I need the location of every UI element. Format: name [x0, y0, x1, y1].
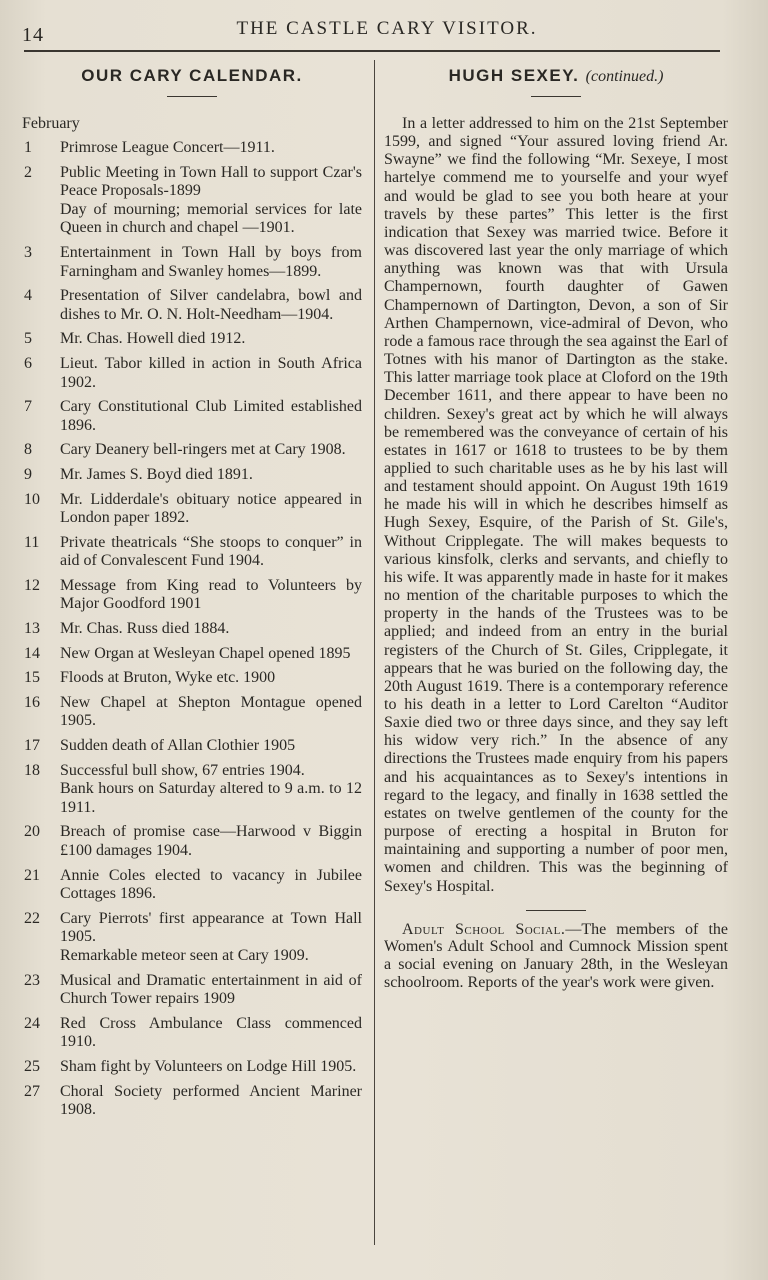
calendar-day: 15 — [24, 669, 40, 687]
calendar-event-line: Presentation of Silver candelabra, bowl and dishes to Mr. O. N. Holt-Needham—1904. — [60, 287, 362, 323]
calendar-event — [60, 491, 362, 528]
calendar-entry — [22, 972, 362, 1009]
calendar-day: 3 — [24, 243, 32, 261]
calendar-event — [60, 1015, 362, 1052]
calendar-entry — [22, 287, 362, 324]
calendar-entry — [22, 466, 362, 485]
calendar-entry — [22, 737, 362, 756]
calendar-event-line: Sham fight by Volunteers on Lodge Hill 1905. — [60, 1057, 357, 1075]
calendar-event-line: Red Cross Ambulance Class commenced 1910. — [60, 1014, 362, 1051]
calendar-day: 2 — [24, 163, 32, 181]
calendar-event-line: Day of mourning; memorial services for late Queen in church and chapel —1901. — [60, 200, 362, 237]
calendar-event — [60, 139, 362, 158]
calendar-event — [60, 620, 362, 639]
calendar-day: 8 — [24, 441, 32, 459]
calendar-event — [60, 287, 362, 324]
calendar-event — [60, 441, 362, 460]
calendar-day: 11 — [24, 533, 40, 551]
note-rule — [526, 910, 586, 911]
calendar-day: 27 — [24, 1082, 40, 1100]
calendar-entry — [22, 355, 362, 392]
calendar-event-line: Public Meeting in Town Hall to support Czar's Peace Proposals-1899 — [60, 163, 362, 200]
calendar-event — [60, 244, 362, 281]
calendar-event-line: New Organ at Wesleyan Chapel opened 1895 — [60, 644, 351, 662]
calendar-event-line: Sudden death of Allan Clothier 1905 — [60, 737, 296, 755]
calendar-event — [60, 694, 362, 731]
calendar-event-line: Bank hours on Saturday altered to 9 a.m. to 12 1911. — [60, 780, 362, 816]
calendar-event-line: Primrose League Concert—1911. — [60, 139, 275, 156]
article-body: In a letter addressed to him on the 21st September 1599, and signed “Your assured loving friend Ar. Swayne” we find the following “Mr. Sexeye, I most hartelye commend me to yourselfe and your wyef and would be glad to see you both heare at your travels by these partes” This letter is the first indication that Sexey was married twice. Before it was discovered last year the only marriage of which anything was known was that with Ursula Champernown, fourth daughter of Gawen Champernown of Dartington, Devon, a son of Sir Arthen Champernown, vice-admiral of Devon, who rode a famous race through the sea against the Earl of Totnes with his manor of Dartington as the stake. This latter marriage took place at Cloford on the 19th December 1611, and there appear to have been no children. Sexey's great act by which he will always be remembered was the conveyance of certain of his estates in 1617 or 1618 to trustees to be by them applied to such charitable uses as he by his last will and testament should appoint. On August 19th 1619 he made his will in which he describes himself as Hugh Sexey, Esquire, of the Parish of St. Gile's, Without Cripplegate. The will makes bequests to various kinsfolk, clerks and servants, and chiefly to his wife. It was apparently made in haste for it makes no mention of the charitable purposes to which the property in the hands of the Trustees was to be applied; and indeed from an entry in the burial registers of the Church of St. Giles, Cripplegate, it appears that he was buried on the following day, the 20th August 1619. There is a contemporary reference to his death in a letter to Lord Carelton “Auditor Saxie died two or three days since, and they say left his widow very rich.” In the absence of any directions the Trustees made enquiry from his papers and his acquaintances as to Sexey's intentions in regard to the legacy, and finally in 1638 settled the estates on twelve gentlemen of the county for the purpose of erecting a hospital in Bruton for maintaining and supporting a number of poor men, women and children. This was the beginning of Sexey's Hospital. — [384, 115, 728, 895]
calendar-event — [60, 466, 362, 485]
calendar-month: February — [22, 115, 80, 132]
calendar-entry — [22, 620, 362, 639]
calendar-event-line: Private theatricals “She stoops to conquer” in aid of Convalescent Fund 1904. — [60, 533, 362, 570]
calendar-event-line: Mr. Lidderdale's obituary notice appeared in London paper 1892. — [60, 490, 362, 527]
calendar-entry — [22, 244, 362, 281]
calendar-event-line: Floods at Bruton, Wyke etc. 1900 — [60, 669, 276, 687]
calendar-event — [60, 737, 362, 756]
calendar-event — [60, 1058, 362, 1077]
calendar-day: 16 — [24, 693, 40, 711]
calendar-event-line: Cary Constitutional Club Limited established 1896. — [60, 398, 362, 434]
calendar-day: 23 — [24, 971, 40, 989]
calendar-event — [60, 398, 362, 435]
calendar-day: 20 — [24, 823, 40, 841]
calendar-event — [60, 762, 362, 818]
calendar-day: 6 — [24, 354, 32, 372]
note-body: —The members of the Women's Adult School and Cumnock Mission spent a social evening on January 28th, in the Wesleyan schoolroom. Reports of the year's work were given. — [384, 920, 728, 991]
calendar-day: 13 — [24, 620, 40, 638]
calendar-list — [22, 139, 362, 1120]
calendar-event — [60, 669, 362, 688]
calendar-event — [60, 577, 362, 614]
calendar-event — [60, 823, 362, 860]
calendar-day: 14 — [24, 644, 40, 662]
calendar-event-line: New Chapel at Shepton Montague opened 1905. — [60, 693, 362, 730]
calendar-event-line: Musical and Dramatic entertainment in aid of Church Tower repairs 1909 — [60, 971, 362, 1008]
calendar-heading: OUR CARY CALENDAR. — [81, 66, 303, 85]
calendar-event — [60, 534, 362, 571]
calendar-event-line: Mr. Chas. Russ died 1884. — [60, 620, 230, 638]
calendar-event-line: Successful bull show, 67 entries 1904. — [60, 761, 305, 779]
calendar-entry — [22, 694, 362, 731]
running-title: THE CASTLE CARY VISITOR. — [236, 18, 538, 39]
calendar-entry — [22, 1015, 362, 1052]
calendar-day: 12 — [24, 576, 40, 594]
calendar-event-line: Breach of promise case—Harwood v Biggin £100 damages 1904. — [60, 823, 362, 859]
calendar-day: 9 — [24, 465, 32, 483]
calendar-event — [60, 1083, 362, 1120]
header-rule — [24, 50, 720, 52]
calendar-event — [60, 645, 362, 664]
calendar-day: 17 — [24, 737, 40, 755]
calendar-event-line: Cary Pierrots' first appearance at Town Hall 1905. — [60, 909, 362, 946]
calendar-day: 10 — [24, 490, 40, 508]
calendar-day: 21 — [24, 866, 40, 884]
calendar-event-line: Message from King read to Volunteers by Major Goodford 1901 — [60, 576, 362, 613]
calendar-event — [60, 867, 362, 904]
article-column — [384, 64, 728, 991]
calendar-entry — [22, 823, 362, 860]
calendar-entry — [22, 139, 362, 158]
calendar-event-line: Cary Deanery bell-ringers met at Cary 1908. — [60, 441, 346, 459]
calendar-column — [22, 64, 362, 1126]
calendar-day: 25 — [24, 1057, 40, 1075]
article-title: HUGH SEXEY. — [448, 66, 580, 85]
article-title-suffix: (continued.) — [585, 68, 664, 85]
calendar-entry — [22, 1058, 362, 1077]
calendar-event-line: Annie Coles elected to vacancy in Jubilee Cottages 1896. — [60, 866, 362, 903]
calendar-day: 1 — [24, 139, 32, 156]
calendar-event — [60, 910, 362, 966]
note-lead: Adult School Social. — [402, 920, 566, 938]
calendar-event-line: Entertainment in Town Hall by boys from Farningham and Swanley homes—1899. — [60, 243, 362, 280]
calendar-entry — [22, 762, 362, 818]
calendar-day: 24 — [24, 1014, 40, 1032]
calendar-entry — [22, 645, 362, 664]
column-divider — [374, 60, 375, 1245]
adult-school-note — [384, 921, 728, 991]
calendar-entry — [22, 330, 362, 349]
calendar-day: 4 — [24, 287, 32, 305]
calendar-entry — [22, 164, 362, 238]
calendar-heading-rule — [167, 96, 217, 97]
calendar-day: 22 — [24, 909, 40, 927]
calendar-day: 5 — [24, 330, 32, 348]
calendar-event-line: Mr. Chas. Howell died 1912. — [60, 330, 246, 348]
calendar-entry — [22, 910, 362, 966]
calendar-entry — [22, 669, 362, 688]
calendar-entry — [22, 577, 362, 614]
calendar-event — [60, 164, 362, 238]
page-number: 14 — [22, 24, 44, 46]
calendar-event — [60, 330, 362, 349]
calendar-event — [60, 355, 362, 392]
calendar-event — [60, 972, 362, 1009]
calendar-entry — [22, 1083, 362, 1120]
calendar-event-line: Mr. James S. Boyd died 1891. — [60, 465, 253, 483]
calendar-entry — [22, 867, 362, 904]
calendar-day: 18 — [24, 761, 40, 779]
calendar-event-line: Lieut. Tabor killed in action in South Africa 1902. — [60, 354, 362, 391]
article-heading — [384, 66, 728, 86]
calendar-event-line: Remarkable meteor seen at Cary 1909. — [60, 946, 309, 964]
article-heading-rule — [531, 96, 581, 97]
calendar-entry — [22, 534, 362, 571]
calendar-entry — [22, 491, 362, 528]
calendar-entry — [22, 398, 362, 435]
calendar-event-line: Choral Society performed Ancient Mariner 1908. — [60, 1082, 362, 1119]
calendar-entry — [22, 441, 362, 460]
calendar-day: 7 — [24, 398, 32, 416]
